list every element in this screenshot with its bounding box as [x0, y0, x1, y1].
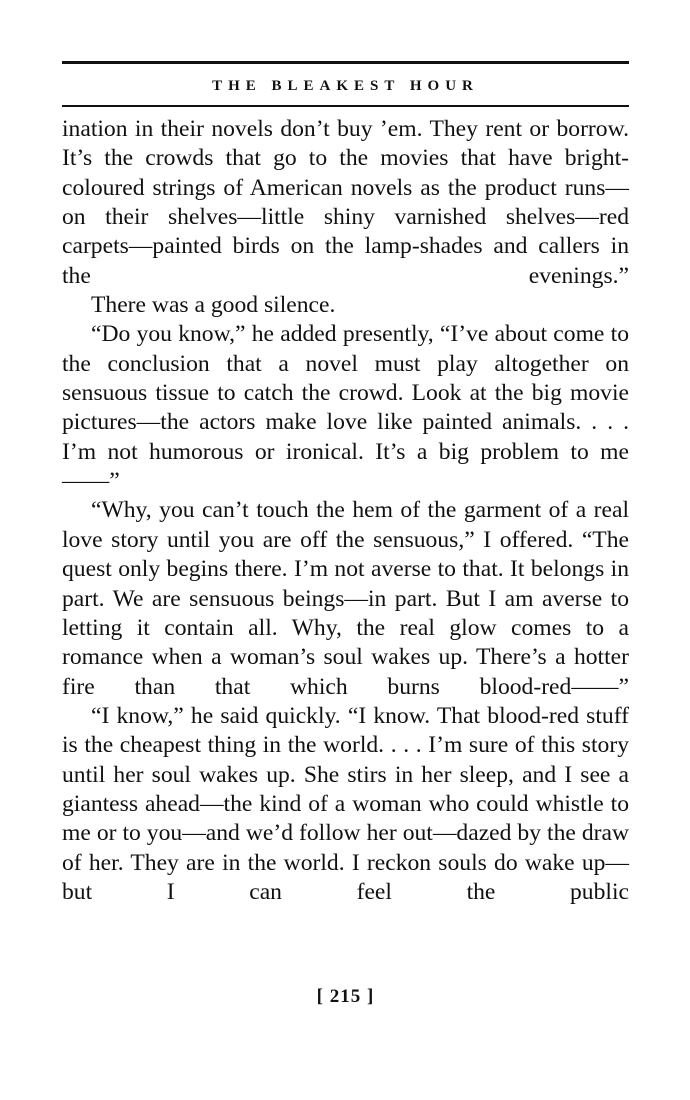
paragraph-5: “I know,” he said quickly. “I know. That blood-red stuff is the cheapest thing in the world. . . . I’m sure of this story until her soul wakes up. She stirs in her sleep, and I see a giantess ahead—the kind of a woman who could whistle to me or to you—and we’d follow her out—dazed by the draw of her. They are in the world. I reckon souls do wake up—but I can feel the public: [62, 702, 629, 905]
page-number: [ 215 ]: [316, 986, 375, 1007]
paragraph-1: ination in their novels don’t buy ’em. They rent or borrow. It’s the crowds that go to the movies that have bright-coloured strings of American novels as the product runs—on their shelves—little shiny varnished shelves—red carpets—painted birds on the lamp-shades and callers in the evenings.”: [62, 116, 629, 289]
paragraph-2: There was a good silence.: [91, 292, 336, 319]
paragraph-3: “Do you know,” he added presently, “I’ve about come to the conclusion that a novel must play altogether on sensuous tissue to catch the crowd. Look at the big movie pictures—the actors make love like painted animals. . . . I’m not humorous or ironical. It’s a big problem to me——”: [62, 321, 629, 495]
running-head: THE BLEAKEST HOUR: [212, 78, 479, 94]
header-rule-bottom: [62, 105, 629, 107]
header-rule-top: [62, 61, 629, 64]
body-text: [62, 115, 629, 907]
paragraph-4: “Why, you can’t touch the hem of the garment of a real love story until you are off the sensuous,” I offered. “The quest only begins there. I’m not averse to that. It belongs in part. We are sensuous beings—in part. But I am averse to letting it contain all. Why, the real glow comes to a romance when a woman’s soul wakes up. There’s a hotter fire than that which burns blood-red——”: [62, 497, 629, 700]
